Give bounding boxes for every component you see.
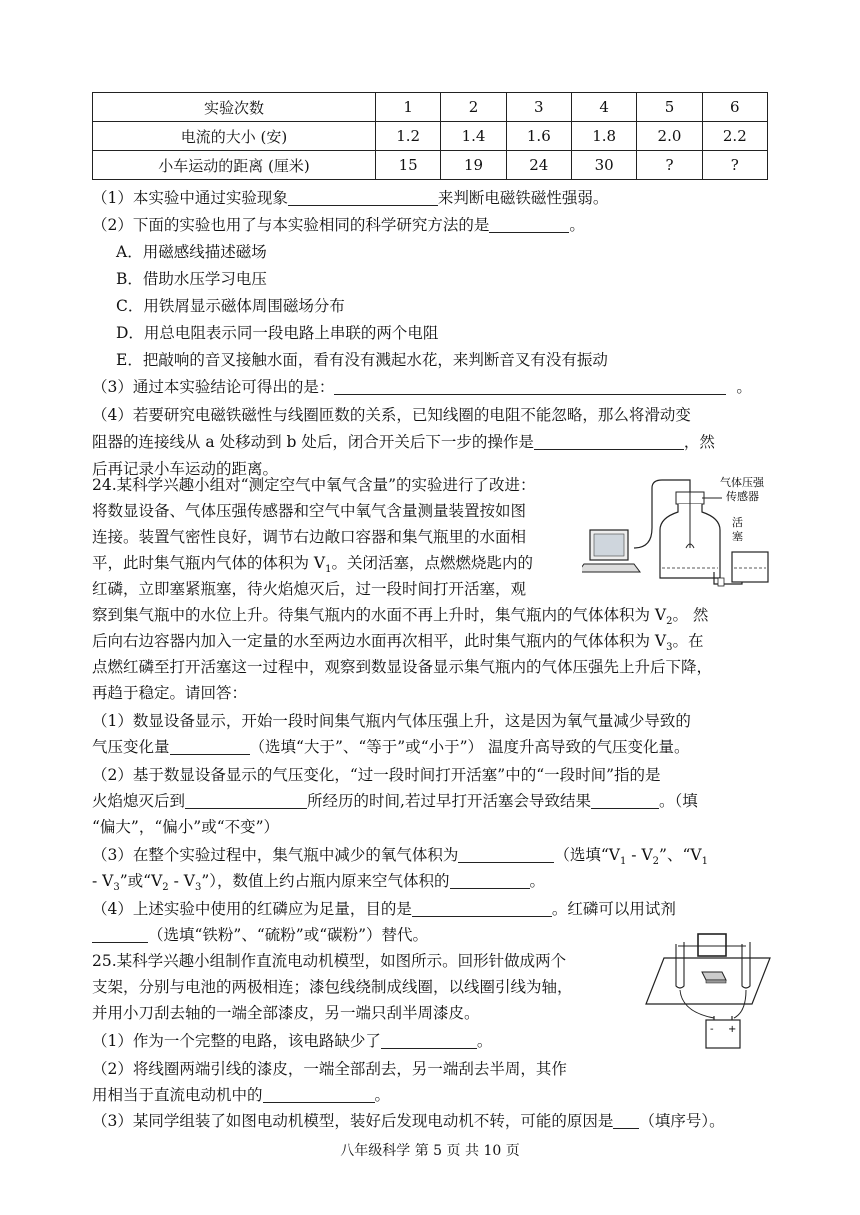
q23-option-c: C．用铁屑显示磁体周围磁场分布: [116, 297, 345, 315]
q24-line7: [92, 630, 704, 659]
coil-icon: [678, 934, 746, 956]
answer-blank: [489, 216, 569, 233]
q24-line2: 将数显设备、气体压强传感器和空气中氧气含量测量装置按如图: [92, 502, 527, 520]
q23-part3-text: （3）通过本实验结论可得出的是：: [92, 378, 335, 396]
q23-option-a: A．用磁感线描述磁场: [116, 243, 267, 261]
table-header-cell: 实验次数: [93, 93, 376, 122]
q24-sub3-line1: [92, 844, 708, 873]
answer-blank: [613, 1112, 639, 1129]
q24-line7-text: 后向右边容器内加入一定量的水至两边水面再次相平，此时集气瓶内的气体体积为 V: [92, 632, 667, 650]
q24-sub3-line2: [92, 870, 545, 899]
q24-line4-text: 平，此时集气瓶内气体的体积为 V: [92, 554, 326, 572]
q24-sub3-text-h: ”），数值上约占瓶内原来空气体积的: [201, 872, 450, 890]
q24-sub3-text-f: ”或“V: [119, 872, 163, 890]
q23-part2: [92, 214, 585, 236]
svg-text:-: -: [710, 1024, 714, 1035]
q24-sub4-line2: [92, 924, 428, 946]
answer-blank: [450, 872, 530, 889]
q24-sub4-text: （4）上述实验中使用的红磷应为足量，目的是: [92, 900, 412, 918]
subscript: 2: [162, 882, 169, 894]
table-cell: 2.0: [637, 122, 702, 151]
q23-option-d: D．用总电阻表示同一段电路上串联的两个电阻: [116, 324, 439, 342]
motor-model-figure: [642, 928, 774, 1056]
table-header-cell: 6: [702, 93, 767, 122]
q24-line6: [92, 604, 708, 633]
q24-sub2-text-mid: 所经历的时间,若过早打开活塞会导致结果: [307, 792, 591, 810]
q25-sub1-text: （1）作为一个完整的电路，该电路缺少了: [92, 1032, 381, 1050]
gas-bottle: [660, 492, 720, 578]
q24-sub1-line2: [92, 736, 690, 758]
q24-sub2-line3: “偏大”，“偏小”或“不变”）: [92, 818, 280, 836]
q24-line4-text-end: 。关闭活塞，点燃燃烧匙内的: [331, 554, 534, 572]
table-cell: ?: [637, 151, 702, 180]
q25-sub2-text: 用相当于直流电动机中的: [92, 1086, 263, 1104]
q25-sub2-line2: [92, 1084, 390, 1106]
q23-option-b: B．借助水压学习电压: [116, 270, 267, 288]
answer-blank: [263, 1086, 375, 1103]
table-header-row: [93, 93, 768, 122]
answer-blank: [458, 846, 554, 863]
q23-part2-text-end: 。: [569, 216, 585, 234]
battery-icon: [706, 1016, 740, 1048]
table-cell: 30: [571, 151, 636, 180]
answer-blank: [381, 1032, 477, 1049]
table-header-cell: 2: [441, 93, 506, 122]
q23-part4-line3: 后再记录小车运动的距离。: [92, 460, 279, 478]
q23-part2-text: （2）下面的实验也用了与本实验相同的科学研究方法的是: [92, 216, 490, 234]
subscript: 1: [701, 856, 708, 868]
q25-sub1-text-end: 。: [476, 1032, 493, 1050]
figure-label: 气体压强: [720, 476, 764, 489]
q25-sub3-text-end: （填序号）。: [639, 1112, 725, 1130]
subscript: 1: [325, 564, 332, 576]
q23-part1-text-end: 来判断电磁铁磁性强弱。: [437, 189, 609, 207]
figure-label: 活: [732, 516, 743, 529]
q24-line3: 连接。装置气密性良好，调节右边敞口容器和集气瓶里的水面相: [92, 528, 527, 546]
table-cell: 1.6: [506, 122, 571, 151]
q23-part1: [92, 187, 608, 209]
q24-sub3-text-e: - V: [92, 872, 114, 890]
answer-blank: [412, 900, 552, 917]
table-row-label: 小车运动的距离 (厘米): [93, 151, 376, 180]
q24-line9: 再趋于稳定。请回答：: [92, 684, 248, 702]
table-row: [93, 122, 768, 151]
answer-blank: [334, 378, 726, 395]
subscript: 3: [113, 882, 120, 894]
q24-line1: 24.某科学兴趣小组对“测定空气中氧气含量”的实验进行了改进：: [92, 476, 536, 494]
q24-sub4-text-end: （选填“铁粉”、“硫粉”或“碳粉”）替代。: [148, 926, 429, 944]
answer-blank: [534, 433, 684, 450]
q25-sub1: [92, 1030, 492, 1052]
table-cell: 1.2: [376, 122, 441, 151]
q24-line4: [92, 552, 533, 581]
q23-part4-text: 阻器的连接线从 a 处移动到 b 处后，闭合开关后下一步的操作是: [92, 433, 534, 451]
q23-part3: [92, 376, 752, 398]
figure-label: 塞: [732, 530, 743, 543]
q23-part1-text: （1）本实验中通过实验现象: [92, 189, 288, 207]
q24-sub3-text-c: - V: [626, 846, 653, 864]
q24-sub1-text: 气压变化量: [92, 738, 170, 756]
table-cell: 1.4: [441, 122, 506, 151]
subscript: 2: [652, 856, 660, 868]
table-cell: 15: [376, 151, 441, 180]
q24-sub4-text-b: 。红磷可以用试剂: [551, 900, 676, 918]
answer-blank: [591, 792, 659, 809]
subscript: 1: [620, 856, 627, 868]
answer-blank: [170, 738, 250, 755]
subscript: 3: [194, 882, 202, 894]
answer-blank: [288, 189, 438, 206]
q23-part4-line1: （4）若要研究电磁铁磁性与线圈匝数的关系，已知线圈的电阻不能忽略，那么将滑动变: [92, 406, 691, 424]
q23-part3-text-end: 。: [736, 378, 752, 396]
q24-sub4-line1: [92, 898, 676, 920]
q24-sub2-text-end: 。（填: [658, 792, 698, 810]
table-header-cell: 3: [506, 93, 571, 122]
q24-sub3-text-end: 。: [529, 872, 546, 890]
q24-line6-text-end: 。 然: [672, 606, 709, 624]
q24-sub3-text-g: - V: [168, 872, 195, 890]
table-header-cell: 1: [376, 93, 441, 122]
q25-sub2-text-end: 。: [374, 1086, 391, 1104]
subscript: 3: [666, 642, 673, 654]
table-row: [93, 151, 768, 180]
q24-line5: 红磷，立即塞紧瓶塞，待火焰熄灭后，过一段时间打开活塞，观: [92, 580, 527, 598]
page-footer: 八年级科学 第 5 页 共 10 页: [340, 1143, 520, 1159]
svg-text:+: +: [728, 1024, 737, 1035]
q24-line6-text: 察到集气瓶中的水位上升。待集气瓶内的水面不再上升时，集气瓶内的气体体积为 V: [92, 606, 667, 624]
q24-sub1-line1: （1）数显设备显示，开始一段时间集气瓶内气体压强上升，这是因为氧气量减少导致的: [92, 712, 691, 730]
figure-label: 传感器: [726, 490, 759, 503]
q25-sub3-text: （3）某同学组装了如图电动机模型，装好后发现电动机不转，可能的原因是: [92, 1112, 614, 1130]
answer-blank: [92, 926, 148, 943]
q24-line7-text-end: 。在: [672, 632, 704, 650]
laptop-icon: [582, 530, 640, 572]
table-row-label: 电流的大小 (安): [93, 122, 376, 151]
q25-line3: 并用小刀刮去轴的一端全部漆皮，另一端只刮半周漆皮。: [92, 1004, 480, 1022]
q24-sub1-text-end: （选填“大于”、“等于”或“小于”） 温度升高导致的气压变化量。: [249, 738, 690, 756]
q24-sub3-text-d: ”、“V: [659, 846, 702, 864]
q23-part4-text-end: ，然: [683, 433, 715, 451]
table-header-cell: 4: [571, 93, 636, 122]
answer-blank: [185, 792, 307, 809]
q25-sub2-line1: （2）将线圈两端引线的漆皮，一端全部刮去，另一端刮去半周，其作: [92, 1060, 567, 1078]
q25-line1: 25.某科学兴趣小组制作直流电动机模型，如图所示。回形针做成两个: [92, 952, 567, 970]
table-cell: 2.2: [702, 122, 767, 151]
q25-sub3: [92, 1110, 725, 1132]
valve-icon: [718, 578, 724, 586]
open-container: [732, 552, 768, 582]
subscript: 2: [666, 616, 673, 628]
q24-sub3-text-b: （选填“V: [554, 846, 620, 864]
experiment-table: [92, 92, 768, 180]
q24-sub2-line1: （2）基于数显设备显示的气压变化，“过一段时间打开活塞”中的“一段时间”指的是: [92, 766, 661, 784]
q24-sub2-line2: [92, 790, 698, 812]
table-cell: 24: [506, 151, 571, 180]
q23-part4-line2: [92, 431, 715, 453]
q24-line8: 点燃红磷至打开活塞这一过程中，观察到数显设备显示集气瓶内的气体压强先上升后下降，: [92, 658, 713, 676]
q25-line2: 支架，分别与电池的两极相连；漆包线绕制成线圈，以线圈引线为轴，: [92, 978, 573, 996]
table-cell: 1.8: [571, 122, 636, 151]
q23-option-e: E．把敲响的音叉接触水面，看有没有溅起水花，来判断音叉有没有振动: [116, 351, 608, 369]
q24-sub3-text: （3）在整个实验过程中，集气瓶中减少的氧气体积为: [92, 846, 459, 864]
table-header-cell: 5: [637, 93, 702, 122]
oxygen-apparatus-figure: [582, 468, 778, 590]
q24-sub2-text: 火焰熄灭后到: [92, 792, 186, 810]
table-cell: ?: [702, 151, 767, 180]
table-cell: 19: [441, 151, 506, 180]
